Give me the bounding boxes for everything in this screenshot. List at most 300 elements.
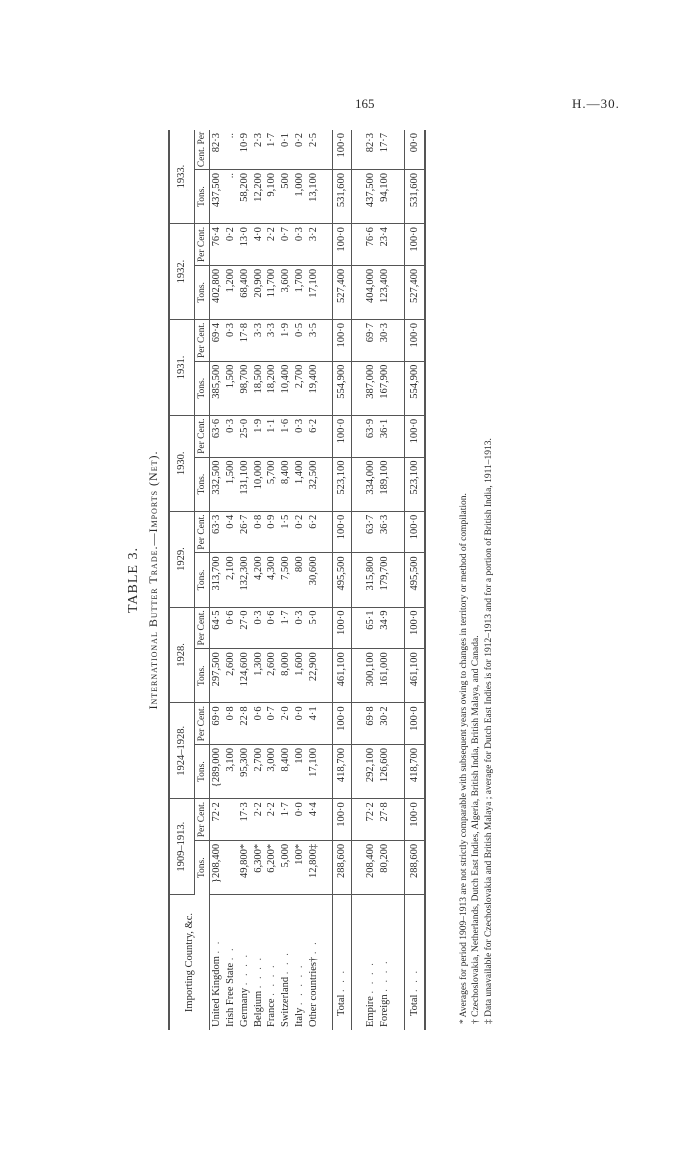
table-body [210,130,426,1030]
country-cell [378,895,392,1030]
percent-cell: 100·0 [404,320,425,362]
percent-header: Per Cent. [194,607,210,649]
percent-cell: 100·0 [404,607,425,649]
percent-cell: 2·0 [279,703,293,745]
percent-cell: 4·4 [307,799,321,841]
spacer-cell [320,320,333,362]
tons-cell: 288,600 [404,840,425,894]
spacer-cell [352,457,365,511]
tons-cell: 554,900 [333,361,352,415]
spacer-cell [392,511,405,553]
spacer-cell [392,840,405,894]
tons-cell [224,840,238,894]
leader-dots: . . . . [266,963,278,996]
tons-header: Tons. [194,745,210,799]
spacer-cell [320,361,333,415]
percent-header: Per Cent. [194,415,210,457]
tons-cell: 8,400 [279,457,293,511]
percent-cell: 26·7 [238,511,252,553]
percent-header: Cent. Per [194,130,210,169]
spacer-cell [352,895,365,1030]
spacer-cell [352,649,365,703]
total-row [333,130,352,1030]
percent-cell: 0·2 [224,224,238,266]
tons-cell: 18,200 [265,361,279,415]
tons-cell: 49,800* [238,840,252,894]
tons-cell: 300,100 [364,649,378,703]
percent-cell: 76·6 [364,224,378,266]
country-label: Switzerland [280,976,292,1027]
leader-dots: . . . . . [293,963,305,1006]
tons-cell: 189,100 [378,457,392,511]
percent-cell: 0·0 [293,799,307,841]
percent-cell: 1·1 [265,415,279,457]
tons-cell: 461,100 [333,649,352,703]
year-header: 1930. [169,415,194,511]
tons-cell: 68,400 [238,265,252,319]
spacer-cell [352,361,365,415]
percent-cell: 69·4 [210,320,224,362]
tons-cell: 437,500 [364,169,378,223]
percent-cell: 36·3 [378,511,392,553]
percent-header: Per Cent. [194,703,210,745]
tons-cell: 95,300 [238,745,252,799]
leader-dots: . . . [408,968,420,992]
table-row [210,130,224,1030]
percent-cell: 100·0 [404,703,425,745]
spacer-cell [392,553,405,607]
percent-cell: 2·5 [307,130,321,169]
spacer-cell [352,265,365,319]
table-row [265,130,279,1030]
tons-cell: 3,000 [265,745,279,799]
tons-cell: 1,500 [224,361,238,415]
percent-cell: 100·0 [404,799,425,841]
percent-cell: 0·2 [293,511,307,553]
percent-header: Per Cent. [194,799,210,841]
spacer-cell [352,840,365,894]
country-label: United Kingdom [211,956,223,1027]
table-row [364,130,378,1030]
year-header: 1924–1928. [169,703,194,799]
table-subtitle: International Butter Trade.—Imports (Net). [146,450,160,710]
percent-cell: 100·0 [333,130,352,169]
tons-cell: 131,100 [238,457,252,511]
percent-cell: 0·9 [265,511,279,553]
spacer-cell [392,361,405,415]
percent-cell: 69·7 [364,320,378,362]
percent-cell: 1·7 [279,607,293,649]
leader-dots: . . . [336,968,348,992]
tons-cell: 523,100 [333,457,352,511]
percent-cell: 100·0 [333,224,352,266]
spacer-cell [352,130,365,169]
country-label: Total [408,994,420,1016]
percent-cell: 1·6 [279,415,293,457]
tons-cell: 5,000 [279,840,293,894]
tons-cell: 17,100 [307,265,321,319]
percent-cell: 65·1 [364,607,378,649]
spacer-cell [352,415,365,457]
spacer-cell [320,745,333,799]
tons-cell: 19,400 [307,361,321,415]
spacer-cell [352,553,365,607]
spacer-row [352,130,365,1030]
percent-cell: 2·2 [265,224,279,266]
spacer-cell [352,320,365,362]
tons-cell: 9,100 [265,169,279,223]
percent-cell: 0·8 [224,703,238,745]
percent-header: Per Cent. [194,320,210,362]
percent-cell: 1·9 [279,320,293,362]
percent-cell: 63·6 [210,415,224,457]
percent-cell: 34·9 [378,607,392,649]
country-label: Foreign [378,994,390,1027]
spacer-cell [320,553,333,607]
percent-cell: 63·9 [364,415,378,457]
tons-cell: 6,200* [265,840,279,894]
percent-cell: 0·3 [224,415,238,457]
spacer-cell [352,703,365,745]
spacer-cell [320,703,333,745]
footnote: ‡ Data unavailable for Czechoslovakia and British Malaya ; average for Dutch East Indies is for 1912–1913 and for a portion of British India, 1911–1913. [483,438,494,1024]
tons-cell: 2,100 [224,553,238,607]
tons-cell: 12,200 [252,169,266,223]
leader-dots: . . . . [365,961,377,994]
tons-cell: 385,500 [210,361,224,415]
percent-cell: 76·4 [210,224,224,266]
footnote: † Czechoslovakia, Netherlands, Dutch East Indies, Algeria, British India, British Malaya, and Canada. [471,635,482,1024]
total-row [404,130,425,1030]
percent-cell: 17·8 [238,320,252,362]
percent-cell: 0·7 [279,224,293,266]
tons-cell: 531,600 [333,169,352,223]
leader-dots: . . . . [252,955,264,989]
tons-cell: 332,500 [210,457,224,511]
tons-cell: 1,300 [252,649,266,703]
tons-cell: 315,800 [364,553,378,607]
tons-cell: .. [224,169,238,223]
tons-cell: 313,700 [210,553,224,607]
percent-cell: 0·7 [265,703,279,745]
tons-cell: 98,700 [238,361,252,415]
table-row [307,130,321,1030]
tons-cell: 167,900 [378,361,392,415]
spacer-cell [320,169,333,223]
country-cell [265,895,279,1030]
tons-cell: 500 [279,169,293,223]
tons-header: Tons. [194,265,210,319]
tons-cell: 2,700 [252,745,266,799]
spacer-cell [352,799,365,841]
percent-cell: 63·3 [210,511,224,553]
leader-dots: . . . . [378,959,390,992]
leader-dots: . . [211,939,223,954]
spacer-cell [392,415,405,457]
tons-cell: 1,500 [224,457,238,511]
percent-cell: 69·0 [210,703,224,745]
country-cell [224,895,238,1030]
spacer-cell [392,320,405,362]
percent-cell: 100·0 [404,224,425,266]
percent-cell: 27·0 [238,607,252,649]
percent-cell: 0·6 [265,607,279,649]
table-row [279,130,293,1030]
table-row [293,130,307,1030]
page-number: 165 [355,96,375,111]
tons-cell: 461,100 [404,649,425,703]
percent-cell: 30·3 [378,320,392,362]
spacer-cell [352,169,365,223]
percent-cell: 64·5 [210,607,224,649]
percent-cell: 6·2 [307,511,321,553]
tons-cell: 8,400 [279,745,293,799]
percent-cell: 1·7 [279,799,293,841]
percent-cell: 100·0 [333,320,352,362]
percent-header: Per Cent. [194,224,210,266]
tons-cell: 80,200 [378,840,392,894]
tons-cell: 7,500 [279,553,293,607]
spacer-cell [352,511,365,553]
year-header: 1909–1913. [169,799,194,895]
year-header: 1933. [169,130,194,224]
leader-dots: . . [225,946,237,961]
percent-cell: 0·6 [252,703,266,745]
country-cell [238,895,252,1030]
country-cell [293,895,307,1030]
percent-cell: 4·0 [252,224,266,266]
country-label: Irish Free State [225,962,237,1027]
country-label: Total [336,994,348,1016]
percent-cell: 30·2 [378,703,392,745]
spacer-row [392,130,405,1030]
tons-cell: 292,100 [364,745,378,799]
tons-cell: 5,700 [265,457,279,511]
percent-header: Per Cent. [194,511,210,553]
percent-cell [224,799,238,841]
tons-cell: 531,600 [404,169,425,223]
tons-cell: 94,100 [378,169,392,223]
tons-cell: 100 [293,745,307,799]
spacer-cell [320,511,333,553]
percent-cell: 4·1 [307,703,321,745]
country-cell [279,895,293,1030]
percent-cell: 23·4 [378,224,392,266]
year-header: 1929. [169,511,194,607]
percent-cell: 100·0 [333,511,352,553]
percent-cell: 00·0 [404,130,425,169]
tons-cell: 20,900 [252,265,266,319]
tons-header: Tons. [194,649,210,703]
percent-cell: 100·0 [333,703,352,745]
spacer-cell [392,745,405,799]
percent-cell: 3·2 [307,224,321,266]
spacer-cell [352,607,365,649]
percent-cell: 1·7 [265,130,279,169]
tons-cell: 17,100 [307,745,321,799]
tons-cell: 418,700 [333,745,352,799]
tons-cell: 22,900 [307,649,321,703]
percent-cell: 82·3 [210,130,224,169]
spacer-cell [320,457,333,511]
percent-cell: 3·3 [265,320,279,362]
percent-cell: 3·3 [252,320,266,362]
country-label: Germany [238,987,250,1027]
tons-cell: 12,800‡ [307,840,321,894]
tons-cell: 32,500 [307,457,321,511]
percent-cell: 5·0 [307,607,321,649]
country-label: Italy [293,1007,305,1027]
percent-cell: 27·8 [378,799,392,841]
tons-cell: 126,600 [378,745,392,799]
tons-cell: 1,000 [293,169,307,223]
tons-cell: 179,700 [378,553,392,607]
percent-cell: 0·3 [293,607,307,649]
tons-header: Tons. [194,169,210,223]
spacer-cell [392,895,405,1030]
leader-dots: . . [307,940,319,955]
percent-cell: 82·3 [364,130,378,169]
butter-imports-table [168,130,426,1030]
leader-dots: . . . [280,951,292,975]
tons-cell: 495,500 [333,553,352,607]
tons-cell: 123,400 [378,265,392,319]
spacer-cell [320,265,333,319]
percent-cell: 10·9 [238,130,252,169]
tons-cell: 208,400 [364,840,378,894]
tons-cell: 495,500 [404,553,425,607]
percent-cell: 2·3 [252,130,266,169]
country-cell [210,895,224,1030]
percent-cell: 0·6 [224,607,238,649]
tons-cell: 8,000 [279,649,293,703]
year-header: 1931. [169,320,194,416]
tons-cell: 1,700 [293,265,307,319]
document-reference: H.—30. [572,96,620,111]
tons-cell: 1,200 [224,265,238,319]
tons-cell: 800 [293,553,307,607]
country-cell [307,895,321,1030]
tons-cell: 527,400 [404,265,425,319]
tons-cell: 100* [293,840,307,894]
percent-cell: 63·7 [364,511,378,553]
tons-cell: 3,100 [224,745,238,799]
spacer-cell [320,895,333,1030]
tons-cell: 527,400 [333,265,352,319]
table-row [224,130,238,1030]
tons-cell: 288,600 [333,840,352,894]
tons-cell: 18,500 [252,361,266,415]
footnote: * Averages for period 1909–1913 are not strictly comparable with subsequent years owing to changes in territory or method of compilation. [459,493,469,1024]
country-label: France [266,998,278,1027]
tons-cell: 437,500 [210,169,224,223]
spacer-cell [320,130,333,169]
tons-cell: 2,700 [293,361,307,415]
tons-header: Tons. [194,457,210,511]
country-label: Empire [365,996,377,1027]
spacer-row [320,130,333,1030]
tons-cell: 30,600 [307,553,321,607]
tons-cell: 58,200 [238,169,252,223]
spacer-cell [392,265,405,319]
tons-cell: 402,800 [210,265,224,319]
percent-cell: 3·5 [307,320,321,362]
tons-cell: 10,000 [252,457,266,511]
footnotes [458,438,495,1024]
tons-cell: 6,300* [252,840,266,894]
percent-cell: 0·3 [224,320,238,362]
percent-cell: 100·0 [333,607,352,649]
percent-cell: 72·2 [210,799,224,841]
tons-cell: 2,600 [265,649,279,703]
percent-cell: 0·1 [279,130,293,169]
table-title: TABLE 3. [126,547,141,613]
tons-cell: 4,200 [252,553,266,607]
percent-cell: 2·2 [252,799,266,841]
spacer-cell [320,799,333,841]
leader-dots: . . . . [238,952,250,986]
percent-cell: 13·0 [238,224,252,266]
tons-cell: 161,000 [378,649,392,703]
spacer-cell [392,649,405,703]
tons-cell: 132,300 [238,553,252,607]
tons-cell: 1,600 [293,649,307,703]
percent-cell: 100·0 [404,415,425,457]
percent-cell: 0·0 [293,703,307,745]
spacer-cell [320,649,333,703]
percent-cell: 69·8 [364,703,378,745]
percent-cell: 100·0 [333,799,352,841]
tons-cell: 404,000 [364,265,378,319]
table-row [252,130,266,1030]
spacer-cell [392,799,405,841]
spacer-cell [352,745,365,799]
percent-cell: 0·8 [252,511,266,553]
rotated-table-region [118,130,538,1030]
tons-cell: 334,000 [364,457,378,511]
percent-cell: 100·0 [333,415,352,457]
spacer-cell [392,457,405,511]
spacer-cell [392,169,405,223]
percent-cell: 17·3 [238,799,252,841]
tons-cell: 4,300 [265,553,279,607]
country-cell [404,895,425,1030]
spacer-cell [320,415,333,457]
country-cell [333,895,352,1030]
country-column-header: Importing Country, &c. [169,895,210,1030]
percent-cell: 0·2 [293,130,307,169]
tons-cell: {289,000 [210,745,224,799]
tons-cell: 10,400 [279,361,293,415]
tons-header: Tons. [194,840,210,894]
country-label: Other countries† [307,956,319,1027]
percent-cell: 25·0 [238,415,252,457]
tons-header: Tons. [194,553,210,607]
spacer-cell [352,224,365,266]
table-row [378,130,392,1030]
spacer-cell [392,703,405,745]
tons-cell: 554,900 [404,361,425,415]
percent-cell: 17·7 [378,130,392,169]
percent-cell: 1·5 [279,511,293,553]
spacer-cell [392,224,405,266]
percent-cell: 36·1 [378,415,392,457]
tons-cell: }208,400 [210,840,224,894]
percent-cell: 1·9 [252,415,266,457]
tons-cell: 387,000 [364,361,378,415]
percent-cell: 0·4 [224,511,238,553]
tons-cell: 523,100 [404,457,425,511]
